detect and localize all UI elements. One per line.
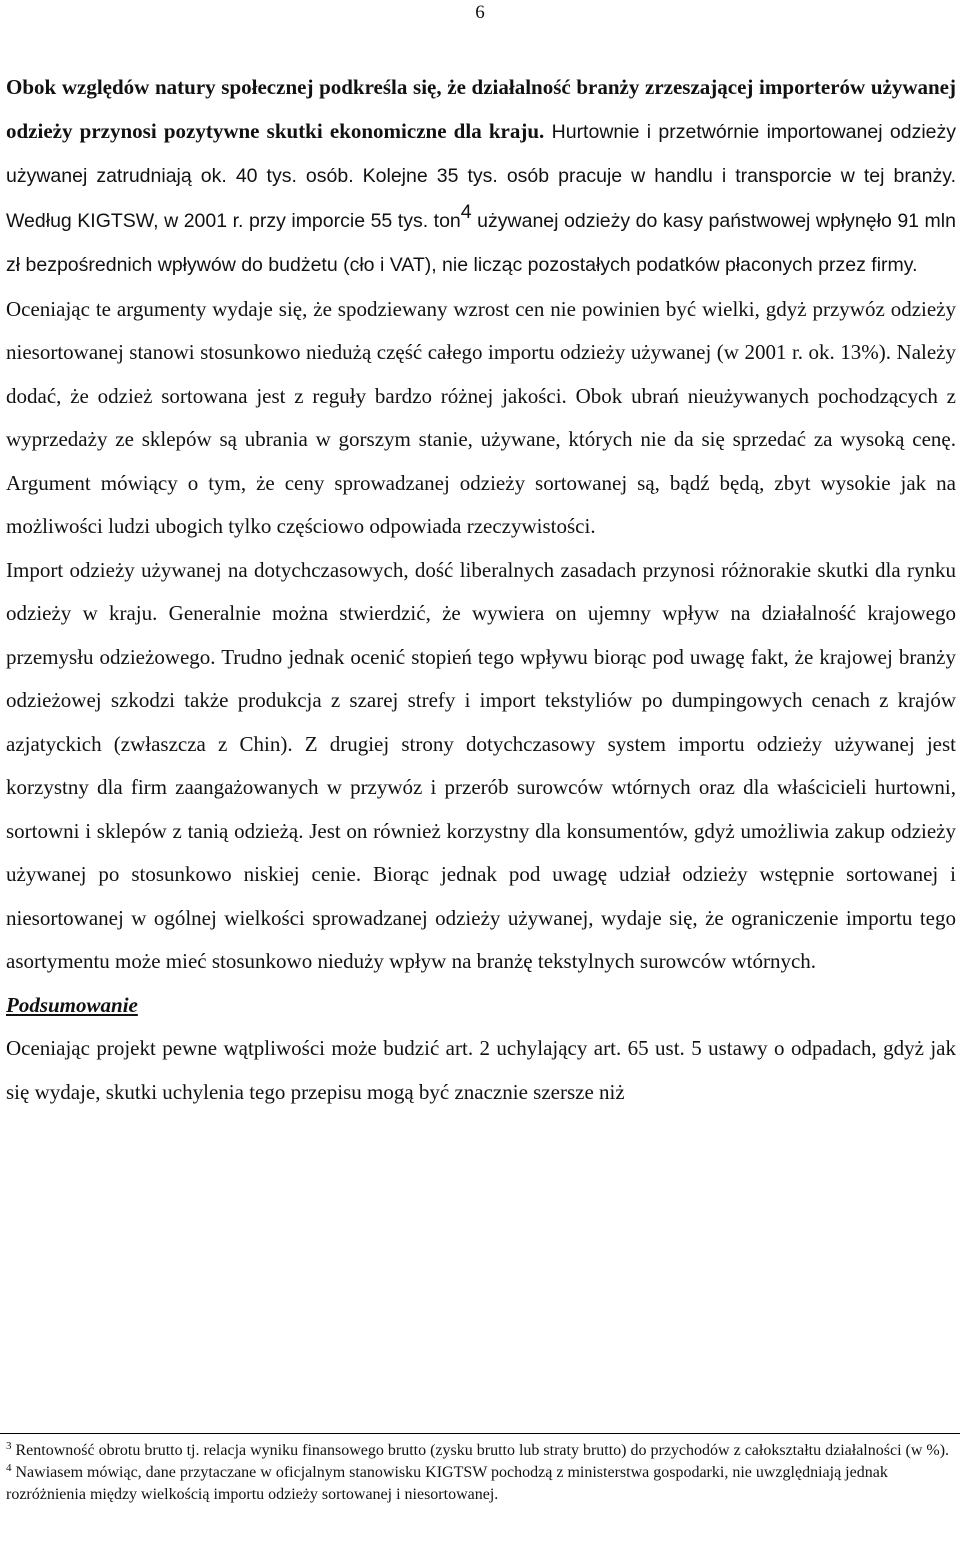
paragraph-1-rest: używanej odzieży do kasy państwowej wpłynęło 91 mln zł bezpośrednich wpływów do budżetu (cło i VAT), nie licząc pozostałych podatków płaconych przez firmy.	[6, 209, 956, 276]
footnote-ref-4[interactable]: 4	[460, 200, 472, 223]
paragraph-1	[6, 66, 956, 288]
footnotes	[6, 1433, 956, 1506]
paragraph-2: Oceniając te argumenty wydaje się, że spodziewany wzrost cen nie powinien być wielki, gdyż przywóz odzieży niesortowanej stanowi stosunkowo niedużą część całego importu odzieży używanej (w 2001 r. ok. 13%). Należy dodać, że odzież sortowana jest z reguły bardzo różnej jakości. Obok ubrań nieużywanych pochodzących z wyprzedaży ze sklepów są ubrania w gorszym stanie, używane, których nie da się sprzedać za wysoką cenę. Argument mówiący o tym, że ceny sprowadzanej odzieży sortowanej są, bądź będą, zbyt wysokie jak na możliwości ludzi ubogich tylko częściowo odpowiada rzeczywistości.	[6, 296, 956, 538]
footnote-3-number: 3	[6, 1440, 12, 1452]
paragraph-1-sans-text: Hurtownie i przetwórnie importowanej odzieży używanej zatrudniają ok. 40 tys. osób. Kolejne 35 tys. osób pracuje w handlu i transporcie w tej branży. Według KIGTSW, w 2001 r. przy imporcie 55 tys. ton	[6, 120, 956, 232]
paragraph-1-bold-lead: Obok względów natury społecznej podkreśla się, że działalność branży zrzeszającej importerów używanej odzieży przynosi pozytywne skutki ekonomiczne dla kraju.	[6, 75, 956, 143]
footnote-4	[6, 1462, 956, 1506]
paragraph-3: Import odzieży używanej na dotychczasowych, dość liberalnych zasadach przynosi różnorakie skutki dla rynku odzieży w kraju. Generalnie można stwierdzić, że wywiera on ujemny wpływ na działalność krajowego przemysłu odzieżowego. Trudno jednak ocenić stopień tego wpływu biorąc pod uwagę fakt, że krajowej branży odzieżowej szkodzi także produkcja z szarej strefy i import tekstyliów po dumpingowych cenach z krajów azjatyckich (zwłaszcza z Chin). Z drugiej strony dotychczasowy system importu odzieży używanej jest korzystny dla firm zaangażowanych w przywóz i przerób surowców wtórnych oraz dla właścicieli hurtowni, sortowni i sklepów z tanią odzieżą. Jest on również korzystny dla konsumentów, gdyż umożliwia zakup odzieży używanej po stosunkowo niskiej cenie. Biorąc jednak pod uwagę udział odzieży wstępnie sortowanej i niesortowanej w ogólnej wielkości sprowadzanej odzieży używanej, wydaje się, że ograniczenie importu tego asortymentu może mieć stosunkowo nieduży wpływ na branżę tekstylnych surowców wtórnych.	[6, 557, 956, 973]
page-number: 6	[475, 2, 485, 23]
body-text	[6, 66, 956, 1114]
footnote-4-number: 4	[6, 1462, 12, 1474]
footnote-divider	[0, 1433, 960, 1434]
footnote-3	[6, 1440, 956, 1462]
footnote-3-text: Rentowność obrotu brutto tj. relacja wyniku finansowego brutto (zysku brutto lub straty brutto) do przychodów z całokształtu działalności (w %).	[11, 1442, 950, 1459]
section-heading: Podsumowanie	[6, 992, 138, 1017]
summary-paragraph: Oceniając projekt pewne wątpliwości może budzić art. 2 uchylający art. 65 ust. 5 ustawy o odpadach, gdyż jak się wydaje, skutki uchylenia tego przepisu mogą być znacznie szersze niż	[6, 1036, 956, 1104]
footnote-4-text: Nawiasem mówiąc, dane przytaczane w oficjalnym stanowisku KIGTSW pochodzą z ministerstwa gospodarki, nie uwzględniają jednak rozróżnienia między wielkością importu odzieży sortowanej i niesortowanej.	[6, 1464, 888, 1503]
